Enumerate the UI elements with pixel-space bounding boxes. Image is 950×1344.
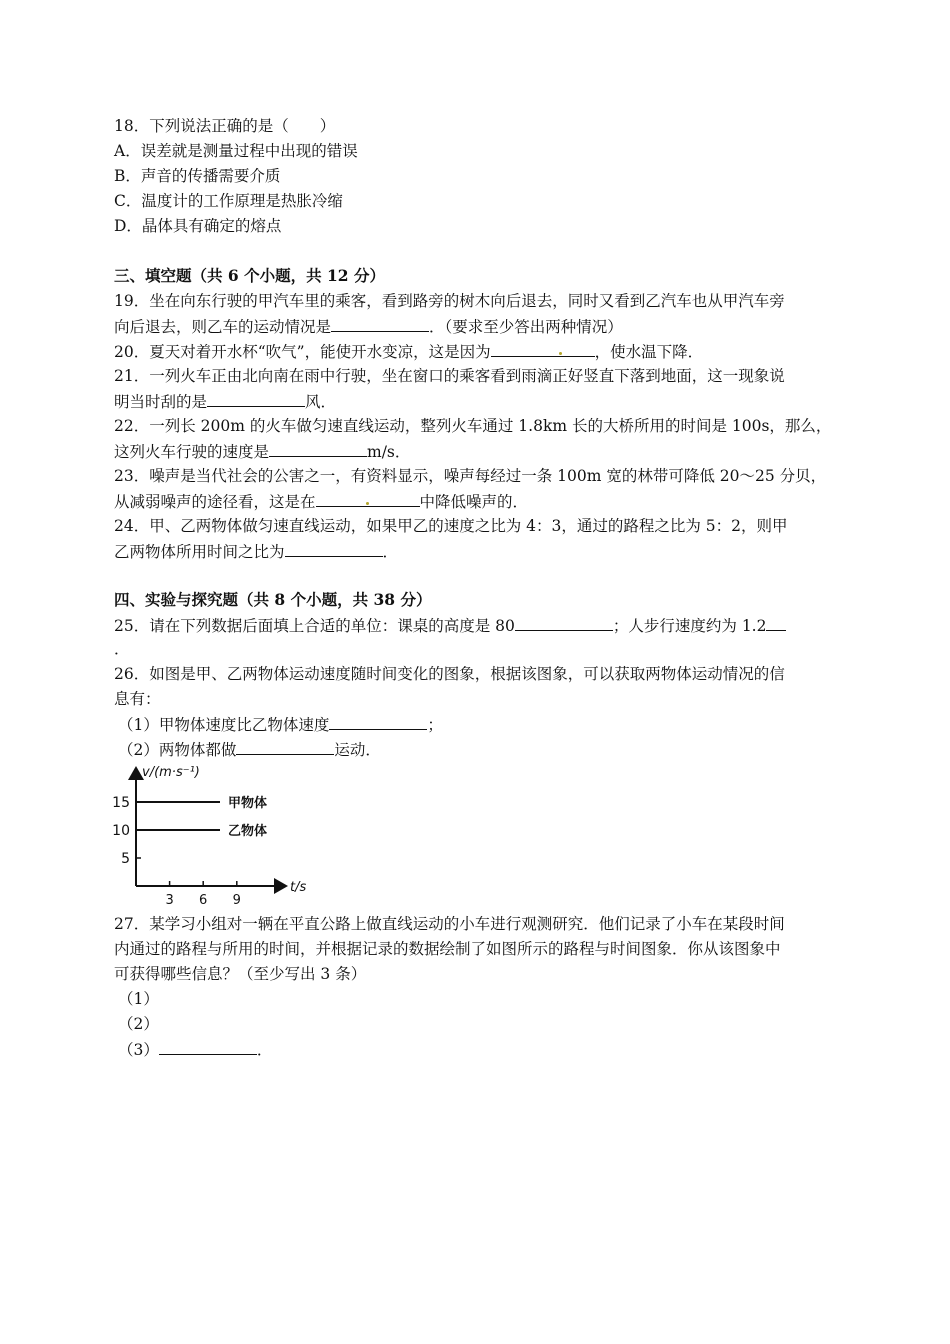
q18-option-c: C．温度计的工作原理是热胀冷缩 [114, 192, 343, 210]
q19-text-a: 向后退去，则乙车的运动情况是 [114, 318, 332, 336]
q27-item3-text-b: ． [256, 1041, 273, 1059]
q19-line2 [114, 314, 844, 339]
q26-sub2-text-b: 运动． [334, 741, 381, 759]
y-tick-label-2: 15 [112, 795, 130, 811]
q24-text-a: 乙两物体所用时间之比为 [114, 543, 285, 561]
q20-text-b: ，使水温下降． [594, 343, 704, 361]
q27-item-1: （1） [118, 990, 159, 1008]
q24-blank[interactable] [285, 539, 383, 557]
q24-line1: 24．甲、乙两物体做匀速直线运动，如果甲乙的速度之比为 4：3，通过的路程之比为 5：2，则甲 [114, 517, 788, 535]
q23-text-b: 中降低噪声的． [419, 493, 529, 511]
x-axis-label: t/s [290, 880, 307, 895]
q21-text-b: 风． [305, 393, 337, 411]
q20-line [114, 339, 844, 364]
blank-mark [366, 502, 369, 505]
velocity-time-chart [110, 760, 330, 910]
q19-text-b: ．（要求至少答出两种情况） [429, 318, 623, 336]
q18-option-a: A．误差就是测量过程中出现的错误 [114, 142, 358, 160]
q19-blank[interactable] [331, 314, 429, 332]
q23-line2 [114, 489, 844, 514]
q26-blank-2[interactable] [236, 737, 334, 755]
q26-sub1-text-b: ； [427, 716, 443, 734]
q26-blank-1[interactable] [329, 712, 427, 730]
x-tick-label-2: 9 [232, 893, 241, 908]
q21-line2 [114, 389, 844, 414]
q18-option-b: B．声音的传播需要介质 [114, 167, 281, 185]
q27-line3: 可获得哪些信息？（至少写出 3 条） [114, 965, 367, 983]
q26-sub2 [118, 737, 848, 762]
q22-line1: 22．一列长 200m 的火车做匀速直线运动，整列火车通过 1.8km 长的大桥所用的时间是 100s，那么， [114, 417, 832, 435]
q26-sub1 [118, 712, 848, 737]
q27-item-2: （2） [118, 1015, 159, 1033]
q26-line2: 息有： [114, 690, 161, 708]
section4-title: 四、实验与探究题（共 8 个小题，共 38 分） [114, 590, 432, 609]
section3-title: 三、填空题（共 6 个小题，共 12 分） [114, 266, 385, 285]
x-tick-label-0: 3 [165, 893, 174, 908]
q25-line [114, 613, 844, 638]
q26-sub2-text-a: （2）两物体都做 [118, 741, 237, 759]
q26-line1: 26．如图是甲、乙两物体运动速度随时间变化的图象，根据该图象，可以获取两物体运动情况的信 [114, 665, 785, 683]
q21-blank[interactable] [207, 389, 305, 407]
q25-blank-1[interactable] [515, 613, 613, 631]
q27-blank[interactable] [159, 1037, 257, 1055]
q22-text-b: m/s． [367, 443, 411, 461]
q20-blank[interactable] [491, 339, 595, 357]
blank-mark [559, 352, 562, 355]
q22-blank[interactable] [269, 439, 367, 457]
q25-text-a: 25．请在下列数据后面填上合适的单位：课桌的高度是 80 [114, 617, 515, 635]
series-label-0: 甲物体 [228, 796, 268, 811]
q27-line2: 内通过的路程与所用的时间，并根据记录的数据绘制了如图所示的路程与时间图象．你从该图象中 [114, 940, 781, 958]
q23-line1: 23．噪声是当代社会的公害之一，有资料显示，噪声每经过一条 100m 宽的林带可降低 20～25 分贝， [114, 467, 827, 485]
q25-end: ． [114, 640, 130, 658]
q23-text-a: 从减弱噪声的途径看，这是在 [114, 493, 316, 511]
q25-blank-2[interactable] [766, 613, 786, 631]
q24-line2 [114, 539, 844, 564]
x-tick-label-1: 6 [199, 893, 208, 908]
q21-line1: 21．一列火车正由北向南在雨中行驶，坐在窗口的乘客看到雨滴正好竖直下落到地面，这一现象说 [114, 367, 785, 385]
q27-item3-text-a: （3） [118, 1041, 159, 1059]
q25-text-b: ；人步行速度约为 1.2 [612, 617, 767, 635]
y-axis-label: v/(m·s⁻¹) [142, 765, 200, 780]
q24-text-b: ． [382, 543, 399, 561]
q20-text-a: 20．夏天对着开水杯“吹气”，能使开水变凉，这是因为 [114, 343, 491, 361]
q19-line1: 19．坐在向东行驶的甲汽车里的乘客，看到路旁的树木向后退去，同时又看到乙汽车也从甲汽车旁 [114, 292, 785, 310]
q23-blank[interactable] [316, 489, 420, 507]
q22-text-a: 这列火车行驶的速度是 [114, 443, 270, 461]
q27-item-3 [118, 1037, 848, 1062]
q18-stem: 18．下列说法正确的是（ ） [114, 117, 336, 135]
y-tick-label-0: 5 [121, 851, 130, 867]
q26-sub1-text-a: （1）甲物体速度比乙物体速度 [118, 716, 330, 734]
q27-line1: 27．某学习小组对一辆在平直公路上做直线运动的小车进行观测研究．他们记录了小车在某段时间 [114, 915, 785, 933]
q18-option-d: D．晶体具有确定的熔点 [114, 217, 282, 235]
q21-text-a: 明当时刮的是 [114, 393, 208, 411]
y-tick-label-1: 10 [112, 823, 130, 839]
series-label-1: 乙物体 [228, 824, 268, 839]
q22-line2 [114, 439, 844, 464]
